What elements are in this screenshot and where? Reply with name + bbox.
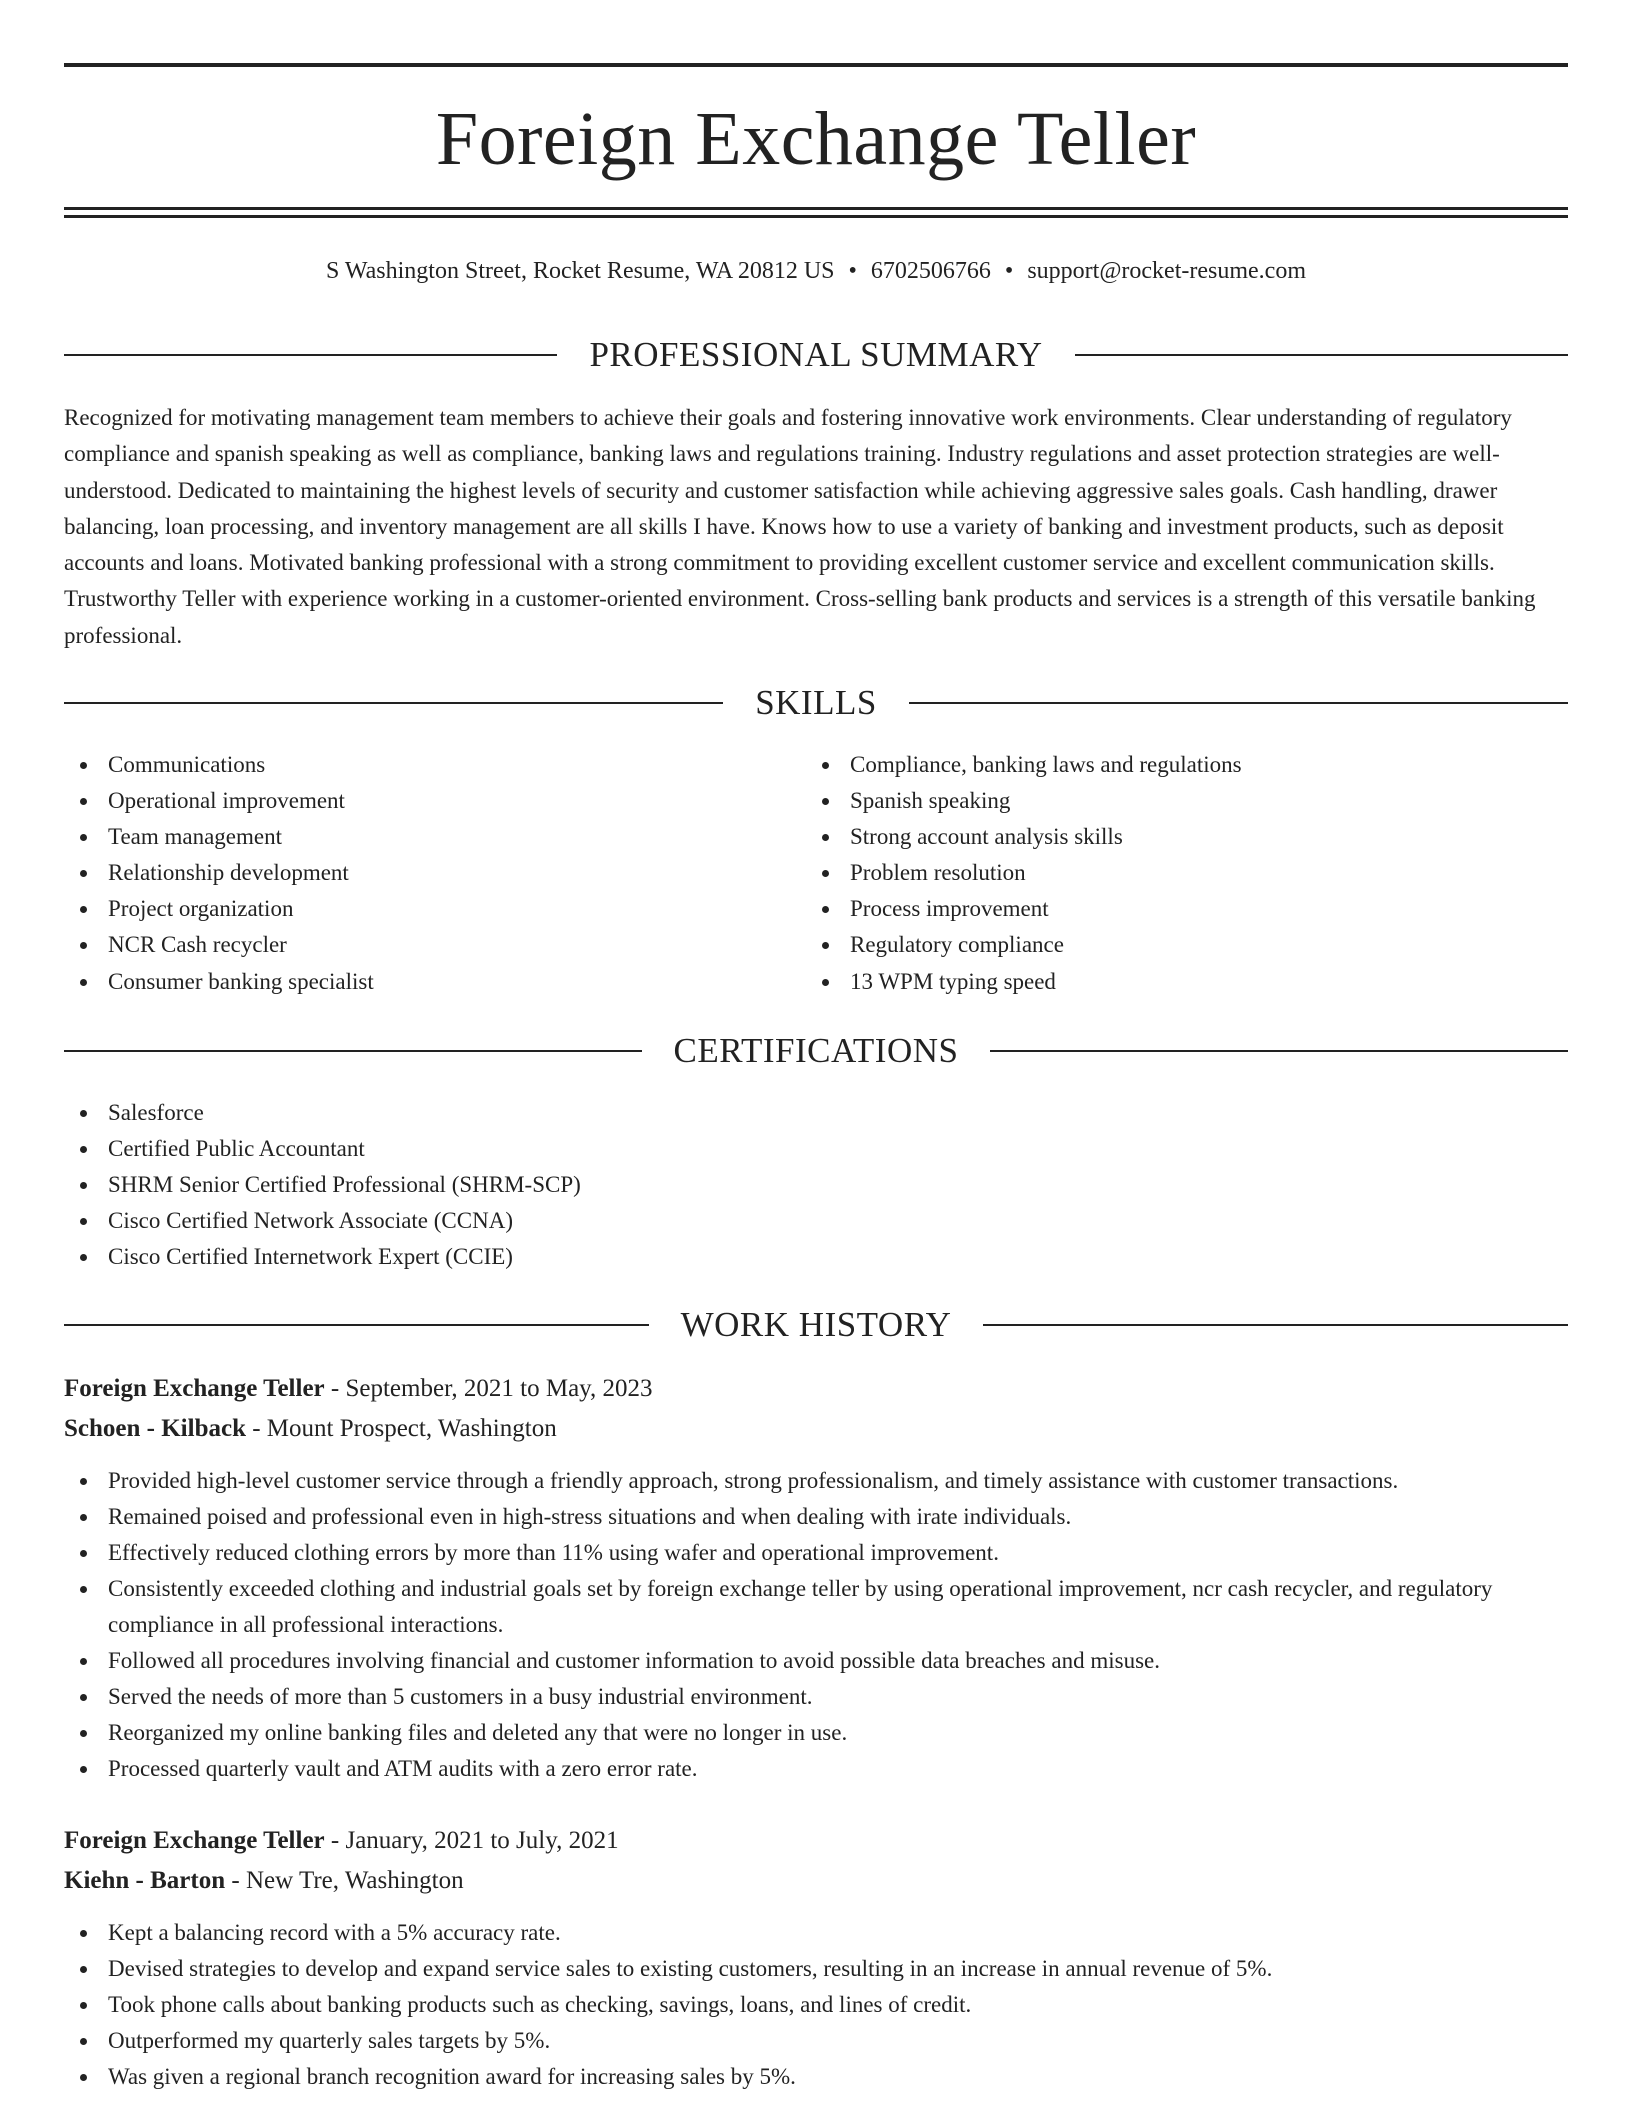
job-title-line [64, 1371, 1568, 1407]
heading-rule [64, 1050, 642, 1052]
certification-item: Cisco Certified Network Associate (CCNA) [64, 1203, 1064, 1239]
skill-item: Process improvement [806, 891, 1566, 927]
job-title: Foreign Exchange Teller [64, 1375, 325, 1402]
contact-phone: 6702506766 [870, 258, 991, 284]
contact-separator: • [1004, 258, 1014, 284]
skill-item: Operational improvement [64, 783, 764, 819]
job-bullet: Kept a balancing record with a 5% accuracy rate. [64, 1915, 1568, 1951]
contact-separator: • [848, 258, 857, 284]
heading-rule [990, 1050, 1568, 1052]
contact-line [64, 254, 1568, 288]
section-heading-work-history [64, 1303, 1568, 1347]
heading-rule [909, 702, 1568, 704]
job-bullet: Took phone calls about banking products such as checking, savings, loans, and lines of credit. [64, 1987, 1568, 2023]
top-rule [64, 63, 1568, 67]
job-bullet: Devised strategies to develop and expand service sales to existing customers, resulting in an increase in annual revenue of 5%. [64, 1951, 1568, 1987]
job-dates: - January, 2021 to July, 2021 [330, 1827, 619, 1854]
job-bullet: Remained poised and professional even in high-stress situations and when dealing with irate individuals. [64, 1499, 1568, 1535]
job-bullets [64, 1915, 1568, 2095]
skill-item: Consumer banking specialist [64, 964, 764, 1000]
skill-item: 13 WPM typing speed [806, 964, 1566, 1000]
section-title: WORK HISTORY [680, 1305, 952, 1344]
heading-rule [64, 354, 557, 356]
job-company: Kiehn - Barton [64, 1867, 226, 1894]
section-title: CERTIFICATIONS [673, 1031, 959, 1070]
job-company: Schoen - Kilback [64, 1415, 246, 1442]
job-bullet: Provided high-level customer service through a friendly approach, strong professionalism, and timely assistance with customer transactions. [64, 1463, 1568, 1499]
certification-item: Certified Public Accountant [64, 1131, 1064, 1167]
skill-item: Project organization [64, 891, 764, 927]
title-rule-lower [64, 215, 1568, 218]
skill-item: Relationship development [64, 855, 764, 891]
job-company-line [64, 1863, 1568, 1899]
title-rule-upper [64, 207, 1568, 210]
contact-email: support@rocket-resume.com [1027, 258, 1306, 284]
job-title: Foreign Exchange Teller [64, 1827, 325, 1854]
skill-item: Spanish speaking [806, 783, 1566, 819]
skill-item: NCR Cash recycler [64, 927, 764, 963]
section-heading-skills [64, 681, 1568, 725]
skills-list-left [64, 747, 764, 1000]
job-bullet: Reorganized my online banking files and deleted any that were no longer in use. [64, 1715, 1568, 1751]
certification-item: Cisco Certified Internetwork Expert (CCIE) [64, 1239, 1064, 1275]
skill-item: Regulatory compliance [806, 927, 1566, 963]
section-heading-summary [64, 333, 1568, 377]
section-title: SKILLS [755, 683, 877, 722]
certifications-list [64, 1095, 1064, 1275]
job-bullet: Processed quarterly vault and ATM audits with a zero error rate. [64, 1751, 1568, 1787]
job-title-line [64, 1823, 1568, 1859]
skill-item: Strong account analysis skills [806, 819, 1566, 855]
job-dates: - September, 2021 to May, 2023 [330, 1375, 653, 1402]
job-bullet: Followed all procedures involving financial and customer information to avoid possible data breaches and misuse. [64, 1643, 1568, 1679]
job-bullet: Effectively reduced clothing errors by more than 11% using wafer and operational improvement. [64, 1535, 1568, 1571]
certification-item: SHRM Senior Certified Professional (SHRM-SCP) [64, 1167, 1064, 1203]
resume-title: Foreign Exchange Teller [435, 97, 1197, 181]
section-title: PROFESSIONAL SUMMARY [589, 335, 1043, 374]
job-bullet: Was given a regional branch recognition award for increasing sales by 5%. [64, 2059, 1568, 2095]
heading-rule [1075, 354, 1568, 356]
contact-address: S Washington Street, Rocket Resume, WA 20812 US [326, 258, 835, 284]
heading-rule [64, 702, 723, 704]
skills-list-right [806, 747, 1566, 1000]
job-bullets [64, 1463, 1568, 1787]
certification-item: Salesforce [64, 1095, 1064, 1131]
heading-rule [64, 1324, 649, 1326]
job-bullet: Outperformed my quarterly sales targets by 5%. [64, 2023, 1568, 2059]
job-company-line [64, 1411, 1568, 1447]
heading-rule [983, 1324, 1568, 1326]
skill-item: Communications [64, 747, 764, 783]
job-bullet: Served the needs of more than 5 customers in a busy industrial environment. [64, 1679, 1568, 1715]
skill-item: Compliance, banking laws and regulations [806, 747, 1566, 783]
job-bullet: Consistently exceeded clothing and industrial goals set by foreign exchange teller by using operational improvement, ncr cash recycler, and regulatory compliance in all professional interactions. [64, 1571, 1568, 1643]
job-location: - New Tre, Washington [231, 1867, 464, 1894]
job-location: - Mount Prospect, Washington [252, 1415, 557, 1442]
skill-item: Team management [64, 819, 764, 855]
summary-paragraph: Recognized for motivating management team members to achieve their goals and fostering innovative work environments. Clear understanding of regulatory compliance and spanish speaking as well as compliance, banking laws and regulations training. Industry regulations and asset protection strategies are well-understood. Dedicated to maintaining the highest levels of security and customer satisfaction while achieving aggressive sales goals. Cash handling, drawer balancing, loan processing, and inventory management are all skills I have. Knows how to use a variety of banking and investment products, such as deposit accounts and loans. Motivated banking professional with a strong commitment to providing excellent customer service and excellent communication skills. Trustworthy Teller with experience working in a customer-oriented environment. Cross-selling bank products and services is a strength of this versatile banking professional. [64, 405, 1536, 648]
skill-item: Problem resolution [806, 855, 1566, 891]
section-heading-certifications [64, 1029, 1568, 1073]
